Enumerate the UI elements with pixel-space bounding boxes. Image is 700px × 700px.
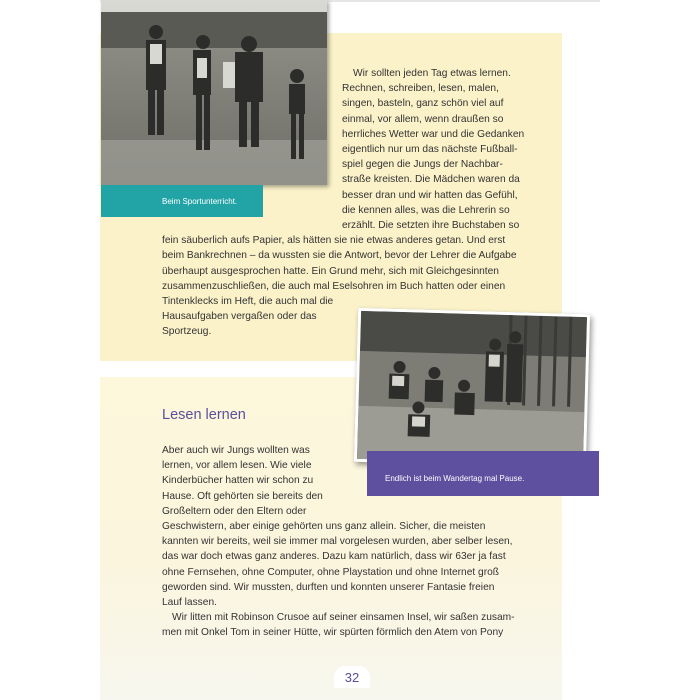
section2-text bbox=[162, 443, 557, 641]
text-line: die kennen alles, was die Lehrerin so bbox=[342, 204, 510, 216]
text-line: spiel gegen die Jungs der Nachbar- bbox=[342, 159, 503, 171]
text-line: kannten wir bereits, weil sie immer mal vorgelesen wurden, aber selber lesen, bbox=[162, 536, 513, 548]
text-line: Sportzeug. bbox=[162, 326, 212, 338]
text-line: lernen, vor allem lesen. Wie viele bbox=[162, 460, 312, 472]
text-line: singen, basteln, ganz schön viel auf bbox=[342, 98, 504, 110]
text-line: Rechnen, schreiben, lesen, malen, bbox=[342, 83, 499, 95]
text-line: Wir sollten jeden Tag etwas lernen. bbox=[353, 68, 511, 79]
text-line: straße kreisten. Die Mädchen waren da bbox=[342, 174, 520, 186]
text-line: ohne Fernsehen, ohne Computer, ohne Playstation und ohne Internet groß bbox=[162, 566, 499, 578]
text-line: das war doch etwas ganz anderes. Dazu kam natürlich, dass wir 63er ja fast bbox=[162, 551, 506, 563]
text-line: erzählt. Die setzten ihre Buchstaben so bbox=[342, 220, 520, 232]
text-line: Großeltern oder den Eltern oder bbox=[162, 505, 307, 517]
hike-caption-text: Endlich ist beim Wandertag mal Pause. bbox=[385, 474, 525, 483]
text-line: eigentlich nur um das nächste Fußball- bbox=[342, 144, 518, 156]
text-line: Lauf lassen. bbox=[162, 597, 217, 609]
text-line: besser dran und wir hatten das Gefühl, bbox=[342, 189, 518, 201]
text-line: herrliches Wetter war und die Gedanken bbox=[342, 128, 525, 140]
text-line: Kinderbücher hatten wir schon zu bbox=[162, 475, 314, 487]
text-line: einmal, vor allem, wenn draußen so bbox=[342, 113, 504, 125]
text-line: Tintenklecks im Heft, die auch mal die bbox=[162, 296, 334, 308]
text-line: fein säuberlich aufs Papier, als hätten sie nie etwas anderes getan. Und erst bbox=[162, 235, 506, 247]
text-line: Aber auch wir Jungs wollten was bbox=[162, 445, 310, 456]
text-line: Hause. Oft gehörten sie bereits den bbox=[162, 490, 323, 502]
text-line: Geschwistern, aber einige gehörten uns ganz allein. Sicher, die meisten bbox=[162, 521, 486, 533]
text-line: Hausaufgaben vergaßen oder das bbox=[162, 311, 317, 323]
text-line: geworden sind. Wir mussten, durften und konnten unserer Fantasie freien bbox=[162, 581, 495, 593]
text-line: beim Bankrechnen – da wussten sie die Antwort, bevor der Lehrer die Aufgabe bbox=[162, 250, 517, 262]
page-number: 32 bbox=[334, 666, 370, 688]
text-line: zusammenzuschließen, die auch mal Eselsohren im Buch hatten oder einen bbox=[162, 280, 506, 292]
sports-caption-text: Beim Sportunterricht. bbox=[162, 196, 238, 206]
text-line: men mit Onkel Tom in seiner Hütte, wir spürten förmlich den Atem von Pony bbox=[162, 627, 504, 639]
text-line: überhaupt ausgesprochen hatte. Ein Grund mehr, sich mit Gleichgesinnten bbox=[162, 265, 499, 277]
text-line: Wir litten mit Robinson Crusoe auf seiner einsamen Insel, wir saßen zusam- bbox=[172, 612, 515, 624]
section-heading: Lesen lernen bbox=[162, 407, 246, 423]
section1-text bbox=[162, 66, 557, 340]
